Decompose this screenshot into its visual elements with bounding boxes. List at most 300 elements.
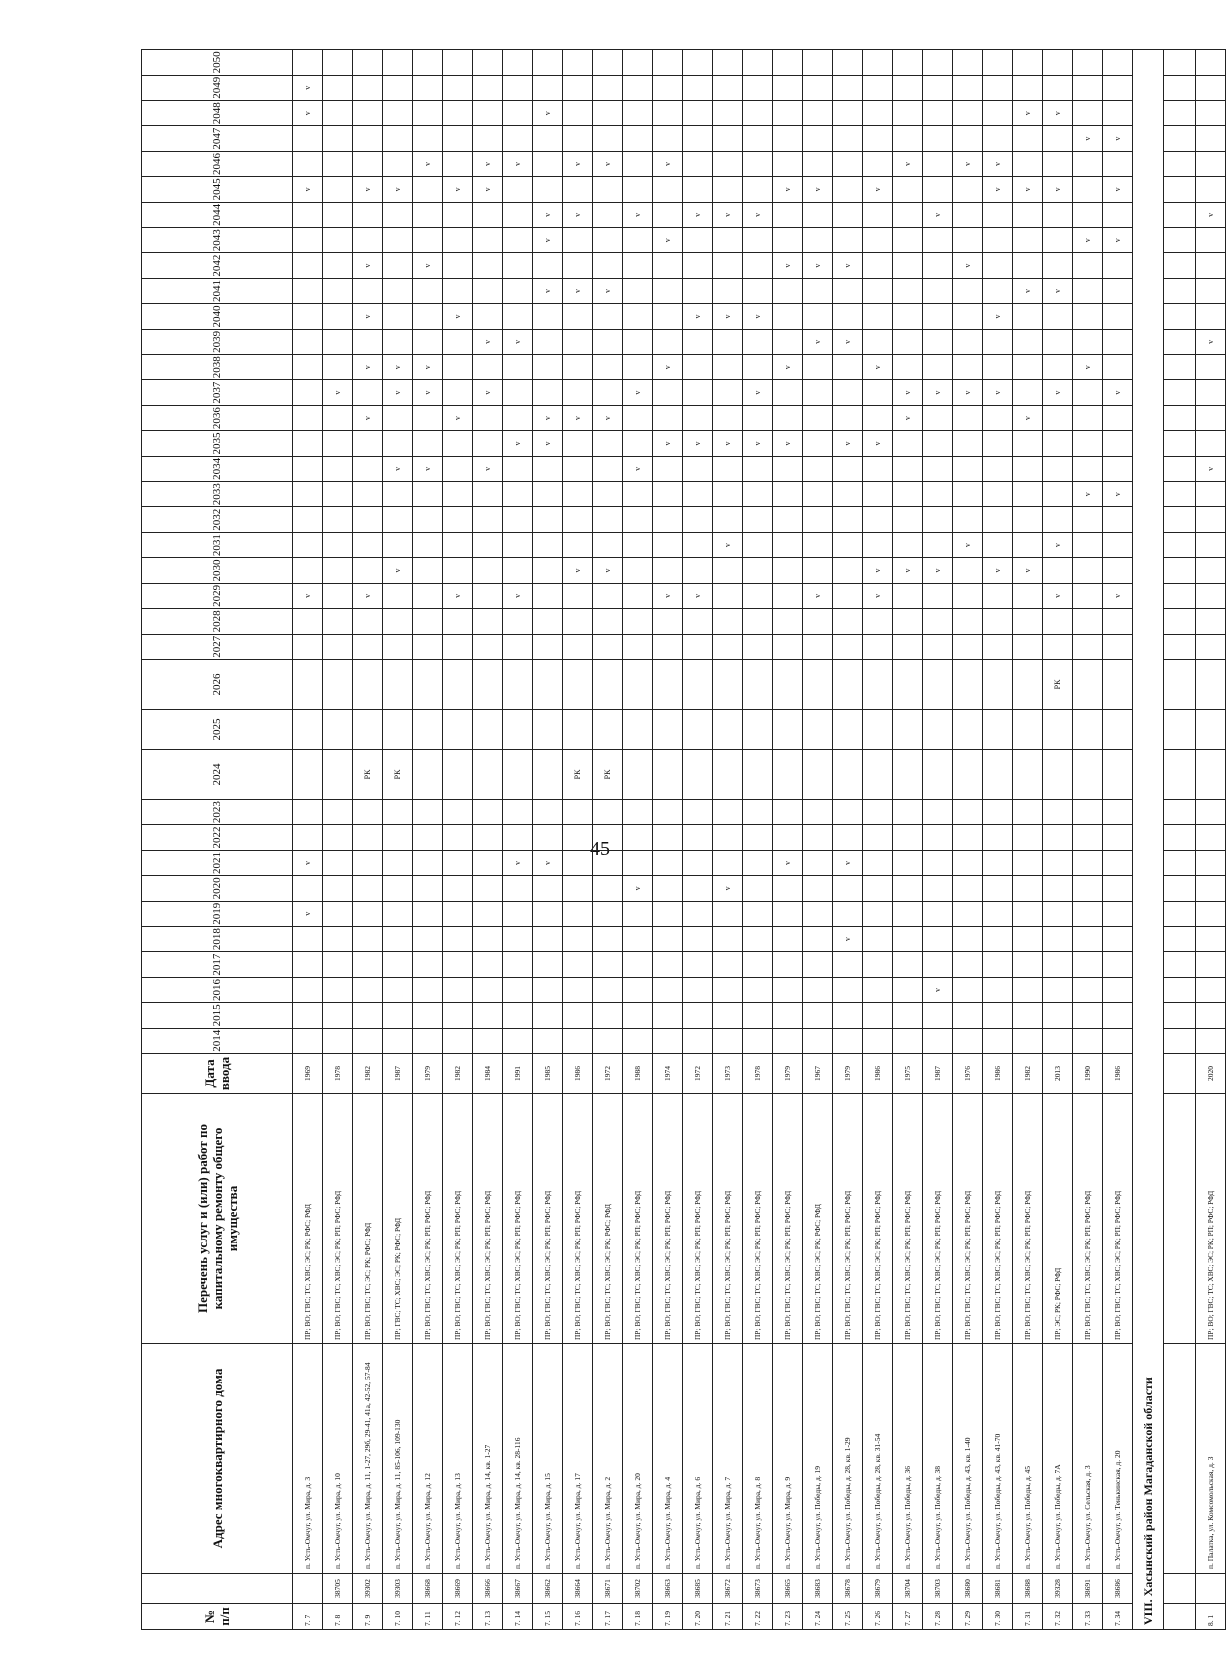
schedule-cell-2030 [353, 558, 383, 583]
schedule-cell-2043 [1013, 228, 1043, 253]
schedule-cell-2039 [773, 329, 803, 354]
schedule-cell-2020 [383, 876, 413, 901]
building-id: 39302 [353, 1574, 383, 1604]
schedule-cell-2015 [863, 1003, 893, 1028]
schedule-cell-2030: v [983, 558, 1013, 583]
schedule-cell-2017 [713, 952, 743, 977]
schedule-cell-2027 [443, 634, 473, 659]
schedule-cell-2048: v [1013, 101, 1043, 126]
schedule-cell-2017 [833, 952, 863, 977]
schedule-cell-2040: v [983, 304, 1013, 329]
schedule-cell-2037 [863, 380, 893, 405]
schedule-cell-2034 [503, 456, 533, 481]
table-row [833, 50, 863, 1630]
schedule-cell-2029 [713, 583, 743, 608]
building-id: 38664 [563, 1574, 593, 1604]
schedule-cell-2020 [773, 876, 803, 901]
schedule-cell-2048 [863, 101, 893, 126]
schedule-cell-2023 [743, 799, 773, 824]
schedule-cell-2032 [863, 507, 893, 532]
schedule-cell-2036 [953, 405, 983, 430]
schedule-cell-2019 [1196, 901, 1226, 926]
schedule-cell-2029: v [503, 583, 533, 608]
schedule-cell-2024 [893, 749, 923, 799]
row-number: 7. 28 [923, 1604, 953, 1630]
schedule-cell-2021 [1073, 850, 1103, 875]
building-id [1196, 1574, 1226, 1604]
schedule-cell-2035: v [773, 431, 803, 456]
schedule-cell-2022 [983, 825, 1013, 850]
schedule-cell-2034 [953, 456, 983, 481]
schedule-cell-2043: v [1103, 228, 1133, 253]
schedule-cell-2048 [1103, 101, 1133, 126]
works-list: ПР; ВО; ГВС; ТС; ХВС; ЭС; РК; РП; РФС; РФД [893, 1094, 923, 1344]
schedule-cell-2028 [473, 609, 503, 634]
table-header-row [142, 50, 293, 1630]
schedule-cell-2020 [923, 876, 953, 901]
schedule-cell-2050 [743, 50, 773, 75]
schedule-cell-2038 [923, 355, 953, 380]
schedule-cell-2016 [443, 977, 473, 1002]
row-number: 7. 10 [383, 1604, 413, 1630]
schedule-cell-2014 [593, 1028, 623, 1053]
schedule-cell-2042: v [353, 253, 383, 278]
year-header-2039: 2039 [142, 329, 293, 354]
schedule-cell-2046 [623, 151, 653, 176]
schedule-cell-2025 [293, 709, 323, 749]
schedule-cell-2031 [803, 532, 833, 557]
schedule-cell-2028 [323, 609, 353, 634]
schedule-cell-2028 [953, 609, 983, 634]
schedule-cell-2034 [683, 456, 713, 481]
row-number: 7. 8 [323, 1604, 353, 1630]
schedule-cell-2037 [773, 380, 803, 405]
schedule-cell-2047 [743, 126, 773, 151]
schedule-cell-2045: v [1103, 177, 1133, 202]
schedule-cell-2037 [353, 380, 383, 405]
schedule-cell-2041 [863, 278, 893, 303]
schedule-cell-2015 [1043, 1003, 1073, 1028]
schedule-cell-2014 [533, 1028, 563, 1053]
schedule-cell-2040: v [353, 304, 383, 329]
schedule-cell-2014 [353, 1028, 383, 1053]
blank-cell [1164, 532, 1196, 557]
schedule-cell-2049 [563, 75, 593, 100]
schedule-cell-2021 [473, 850, 503, 875]
schedule-cell-2029: v [653, 583, 683, 608]
schedule-cell-2026 [893, 659, 923, 709]
schedule-cell-2023 [1196, 799, 1226, 824]
schedule-cell-2023 [413, 799, 443, 824]
row-number: 7. 15 [533, 1604, 563, 1630]
schedule-cell-2041 [653, 278, 683, 303]
schedule-cell-2022 [473, 825, 503, 850]
schedule-cell-2031: v [953, 532, 983, 557]
row-number: 7. 18 [623, 1604, 653, 1630]
schedule-cell-2038 [953, 355, 983, 380]
schedule-cell-2022 [563, 825, 593, 850]
schedule-cell-2040: v [443, 304, 473, 329]
schedule-cell-2032 [293, 507, 323, 532]
schedule-cell-2016 [773, 977, 803, 1002]
header-year-built: Дата ввода [142, 1054, 293, 1094]
schedule-cell-2019 [653, 901, 683, 926]
schedule-cell-2035 [443, 431, 473, 456]
schedule-cell-2049 [533, 75, 563, 100]
schedule-cell-2020 [1013, 876, 1043, 901]
schedule-cell-2025 [713, 709, 743, 749]
schedule-cell-2028 [653, 609, 683, 634]
schedule-cell-2047 [353, 126, 383, 151]
schedule-cell-2020 [863, 876, 893, 901]
schedule-cell-2048 [983, 101, 1013, 126]
schedule-cell-2039 [383, 329, 413, 354]
schedule-cell-2014 [953, 1028, 983, 1053]
schedule-cell-2031: v [1043, 532, 1073, 557]
schedule-cell-2048 [893, 101, 923, 126]
blank-cell [1164, 278, 1196, 303]
year-built: 1984 [473, 1054, 503, 1094]
schedule-cell-2018 [473, 926, 503, 951]
year-built: 1978 [323, 1054, 353, 1094]
schedule-cell-2022 [323, 825, 353, 850]
schedule-cell-2033 [533, 482, 563, 507]
schedule-cell-2039: v [473, 329, 503, 354]
schedule-cell-2037 [713, 380, 743, 405]
year-header-2016: 2016 [142, 977, 293, 1002]
schedule-cell-2034: v [473, 456, 503, 481]
schedule-cell-2035 [803, 431, 833, 456]
blank-cell [1164, 126, 1196, 151]
building-address: п. Усть-Омчуг, ул. Тенькинская, д. 20 [1103, 1344, 1133, 1574]
page-number: 45 [590, 838, 610, 860]
schedule-cell-2020 [983, 876, 1013, 901]
schedule-cell-2019 [743, 901, 773, 926]
schedule-cell-2031 [833, 532, 863, 557]
schedule-cell-2034: v [383, 456, 413, 481]
schedule-cell-2044 [353, 202, 383, 227]
year-header-2031: 2031 [142, 532, 293, 557]
works-list: ПР; ВО; ГВС; ТС; ХВС; ЭС; РК; РФС; РФД [803, 1094, 833, 1344]
schedule-cell-2046 [1103, 151, 1133, 176]
schedule-cell-2022 [1043, 825, 1073, 850]
schedule-cell-2016 [593, 977, 623, 1002]
schedule-cell-2024 [953, 749, 983, 799]
schedule-cell-2019 [1103, 901, 1133, 926]
schedule-cell-2031 [293, 532, 323, 557]
schedule-cell-2014 [893, 1028, 923, 1053]
schedule-cell-2019 [833, 901, 863, 926]
schedule-cell-2024 [413, 749, 443, 799]
schedule-cell-2042 [593, 253, 623, 278]
row-number: 7. 11 [413, 1604, 443, 1630]
schedule-cell-2029: v [1103, 583, 1133, 608]
schedule-cell-2028 [923, 609, 953, 634]
schedule-cell-2034 [593, 456, 623, 481]
schedule-cell-2016 [743, 977, 773, 1002]
schedule-cell-2018 [413, 926, 443, 951]
schedule-cell-2014 [863, 1028, 893, 1053]
schedule-cell-2035 [1013, 431, 1043, 456]
schedule-cell-2045: v [353, 177, 383, 202]
schedule-cell-2022 [713, 825, 743, 850]
header-id [142, 1574, 293, 1604]
schedule-cell-2047 [923, 126, 953, 151]
schedule-cell-2047 [833, 126, 863, 151]
schedule-cell-2023 [1073, 799, 1103, 824]
schedule-cell-2039 [653, 329, 683, 354]
year-built: 1986 [1103, 1054, 1133, 1094]
schedule-cell-2045 [593, 177, 623, 202]
year-built: 1985 [533, 1054, 563, 1094]
schedule-cell-2032 [1103, 507, 1133, 532]
schedule-cell-2022 [833, 825, 863, 850]
schedule-cell-2041 [803, 278, 833, 303]
schedule-cell-2046 [923, 151, 953, 176]
blank-cell [1164, 456, 1196, 481]
header-address: Адрес многоквартирного дома [142, 1344, 293, 1574]
schedule-cell-2015 [623, 1003, 653, 1028]
blank-row [1164, 50, 1196, 1630]
schedule-cell-2029 [1013, 583, 1043, 608]
row-number: 7. 23 [773, 1604, 803, 1630]
schedule-cell-2028 [803, 609, 833, 634]
year-header-2024: 2024 [142, 749, 293, 799]
year-header-2044: 2044 [142, 202, 293, 227]
schedule-cell-2034 [773, 456, 803, 481]
schedule-cell-2022 [293, 825, 323, 850]
schedule-cell-2014 [503, 1028, 533, 1053]
schedule-cell-2017 [413, 952, 443, 977]
schedule-cell-2034 [923, 456, 953, 481]
schedule-cell-2028 [443, 609, 473, 634]
schedule-cell-2017 [653, 952, 683, 977]
schedule-cell-2043 [293, 228, 323, 253]
year-built: 1982 [443, 1054, 473, 1094]
schedule-cell-2027 [533, 634, 563, 659]
schedule-cell-2024 [623, 749, 653, 799]
schedule-cell-2020 [1196, 876, 1226, 901]
schedule-cell-2045: v [773, 177, 803, 202]
schedule-cell-2029 [383, 583, 413, 608]
schedule-cell-2032 [773, 507, 803, 532]
schedule-cell-2050 [653, 50, 683, 75]
schedule-cell-2015 [1196, 1003, 1226, 1028]
building-id: 38702 [623, 1574, 653, 1604]
schedule-cell-2025 [833, 709, 863, 749]
schedule-cell-2039: v [503, 329, 533, 354]
building-id [293, 1574, 323, 1604]
schedule-cell-2015 [563, 1003, 593, 1028]
schedule-cell-2042 [863, 253, 893, 278]
schedule-cell-2032 [443, 507, 473, 532]
works-list: ПР; ВО; ГВС; ТС; ХВС; ЭС; РК; РП; РФС; РФД [983, 1094, 1013, 1344]
schedule-cell-2036: v [533, 405, 563, 430]
schedule-cell-2019 [803, 901, 833, 926]
table-row [893, 50, 923, 1630]
schedule-cell-2020 [593, 876, 623, 901]
capital-repair-schedule-table [141, 49, 1226, 1630]
schedule-cell-2040 [803, 304, 833, 329]
blank-cell [1164, 709, 1196, 749]
schedule-cell-2035: v [533, 431, 563, 456]
schedule-cell-2027 [833, 634, 863, 659]
schedule-cell-2020 [293, 876, 323, 901]
schedule-cell-2044 [473, 202, 503, 227]
schedule-cell-2038 [473, 355, 503, 380]
schedule-cell-2033 [833, 482, 863, 507]
schedule-cell-2040 [323, 304, 353, 329]
works-list: ПР; ВО; ГВС; ТС; ХВС; ЭС; РК; РФС; РФД [593, 1094, 623, 1344]
schedule-cell-2022 [1073, 825, 1103, 850]
schedule-cell-2028 [503, 609, 533, 634]
schedule-cell-2021 [953, 850, 983, 875]
schedule-cell-2035: v [743, 431, 773, 456]
schedule-cell-2021 [623, 850, 653, 875]
schedule-cell-2023 [503, 799, 533, 824]
schedule-cell-2027 [593, 634, 623, 659]
table-row [293, 50, 323, 1630]
year-built: 1976 [953, 1054, 983, 1094]
schedule-cell-2043 [893, 228, 923, 253]
schedule-cell-2036 [803, 405, 833, 430]
schedule-cell-2046 [683, 151, 713, 176]
schedule-cell-2023 [773, 799, 803, 824]
schedule-cell-2034 [353, 456, 383, 481]
schedule-cell-2036 [713, 405, 743, 430]
schedule-cell-2039 [533, 329, 563, 354]
schedule-cell-2030 [1196, 558, 1226, 583]
schedule-cell-2047 [593, 126, 623, 151]
building-address: п. Усть-Омчуг, ул. Победы, д. 38 [923, 1344, 953, 1574]
schedule-cell-2044 [383, 202, 413, 227]
schedule-cell-2043 [773, 228, 803, 253]
blank-cell [1164, 609, 1196, 634]
year-header-2041: 2041 [142, 278, 293, 303]
schedule-cell-2047 [1043, 126, 1073, 151]
schedule-cell-2019 [683, 901, 713, 926]
schedule-cell-2050 [773, 50, 803, 75]
schedule-cell-2017 [1196, 952, 1226, 977]
schedule-cell-2039 [593, 329, 623, 354]
schedule-cell-2022 [353, 825, 383, 850]
schedule-cell-2030: v [923, 558, 953, 583]
schedule-cell-2024: РК [563, 749, 593, 799]
schedule-cell-2034: v [1196, 456, 1226, 481]
schedule-cell-2023 [713, 799, 743, 824]
schedule-cell-2032 [713, 507, 743, 532]
schedule-cell-2036: v [353, 405, 383, 430]
schedule-cell-2017 [1103, 952, 1133, 977]
table-body [293, 50, 1226, 1630]
schedule-cell-2023 [1013, 799, 1043, 824]
schedule-cell-2016 [623, 977, 653, 1002]
schedule-cell-2021 [323, 850, 353, 875]
schedule-cell-2018 [1013, 926, 1043, 951]
header-num: № п/п [142, 1604, 293, 1630]
schedule-cell-2042 [923, 253, 953, 278]
schedule-cell-2023 [623, 799, 653, 824]
schedule-cell-2036: v [893, 405, 923, 430]
schedule-cell-2026 [1196, 659, 1226, 709]
building-address: п. Усть-Омчуг, ул. Мира, д. 7 [713, 1344, 743, 1574]
schedule-cell-2023 [863, 799, 893, 824]
schedule-cell-2045: v [383, 177, 413, 202]
building-id: 39328 [1043, 1574, 1073, 1604]
schedule-cell-2022 [653, 825, 683, 850]
schedule-cell-2030 [653, 558, 683, 583]
schedule-cell-2047 [413, 126, 443, 151]
rotated-table-page [141, 50, 1215, 1630]
schedule-cell-2015 [473, 1003, 503, 1028]
schedule-cell-2021: v [773, 850, 803, 875]
schedule-cell-2046 [833, 151, 863, 176]
schedule-cell-2024 [863, 749, 893, 799]
schedule-cell-2034: v [623, 456, 653, 481]
schedule-cell-2041 [893, 278, 923, 303]
schedule-cell-2046: v [473, 151, 503, 176]
schedule-cell-2030 [293, 558, 323, 583]
year-header-2026: 2026 [142, 659, 293, 709]
schedule-cell-2027 [1103, 634, 1133, 659]
schedule-cell-2024 [923, 749, 953, 799]
schedule-cell-2026: РК [1043, 659, 1073, 709]
row-number: 7. 7 [293, 1604, 323, 1630]
schedule-cell-2044 [593, 202, 623, 227]
blank-cell [1164, 431, 1196, 456]
schedule-cell-2016 [863, 977, 893, 1002]
schedule-cell-2030: v [893, 558, 923, 583]
schedule-cell-2034 [1043, 456, 1073, 481]
schedule-cell-2049 [863, 75, 893, 100]
schedule-cell-2041 [683, 278, 713, 303]
schedule-cell-2035: v [503, 431, 533, 456]
schedule-cell-2030 [413, 558, 443, 583]
schedule-cell-2049 [473, 75, 503, 100]
row-number: 7. 26 [863, 1604, 893, 1630]
schedule-cell-2030 [743, 558, 773, 583]
schedule-cell-2050 [473, 50, 503, 75]
schedule-cell-2044: v [533, 202, 563, 227]
year-header-2040: 2040 [142, 304, 293, 329]
year-header-2021: 2021 [142, 850, 293, 875]
schedule-cell-2025 [803, 709, 833, 749]
schedule-cell-2021 [1013, 850, 1043, 875]
table-row [323, 50, 353, 1630]
schedule-cell-2040 [533, 304, 563, 329]
schedule-cell-2047 [503, 126, 533, 151]
schedule-cell-2026 [1073, 659, 1103, 709]
schedule-cell-2031 [413, 532, 443, 557]
schedule-cell-2030 [683, 558, 713, 583]
schedule-cell-2042 [713, 253, 743, 278]
schedule-cell-2034 [323, 456, 353, 481]
schedule-cell-2047 [563, 126, 593, 151]
schedule-cell-2040 [653, 304, 683, 329]
schedule-cell-2020 [833, 876, 863, 901]
building-address: п. Усть-Омчуг, ул. Победы, д. 45 [1013, 1344, 1043, 1574]
year-built: 1982 [1013, 1054, 1043, 1094]
schedule-cell-2032 [983, 507, 1013, 532]
schedule-cell-2045 [953, 177, 983, 202]
schedule-cell-2036 [773, 405, 803, 430]
works-list: ПР; ВО; ГВС; ТС; ЭС; РК; РФС; РФД [353, 1094, 383, 1344]
schedule-cell-2025 [413, 709, 443, 749]
schedule-cell-2034 [1103, 456, 1133, 481]
schedule-cell-2040 [1013, 304, 1043, 329]
schedule-cell-2024 [1196, 749, 1226, 799]
schedule-cell-2014 [1043, 1028, 1073, 1053]
